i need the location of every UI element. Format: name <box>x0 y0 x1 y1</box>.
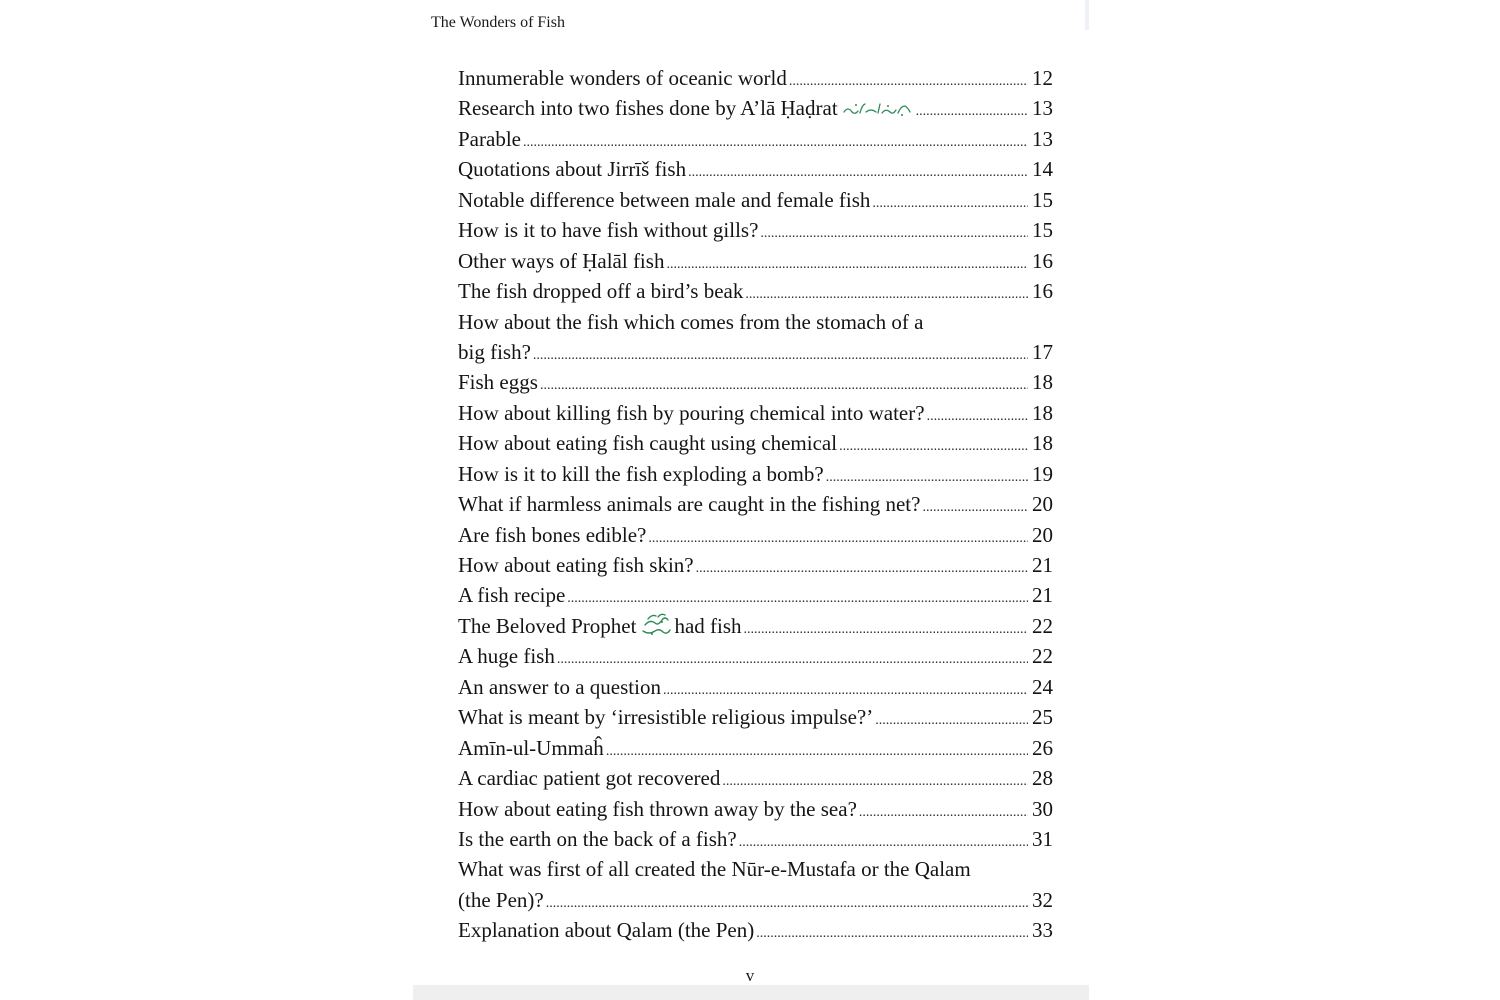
toc-entry-title <box>458 93 914 125</box>
toc-entry-title <box>458 824 737 854</box>
toc-entry <box>458 93 1053 123</box>
toc-entry <box>458 63 1053 93</box>
toc-entry <box>458 215 1053 245</box>
dot-leader <box>872 189 1028 219</box>
toc-entry-title-text: How about killing fish by pouring chemical into water? <box>458 400 925 425</box>
toc-entry-title-text: The Beloved Prophet <box>458 613 637 638</box>
toc-entry-page-number: 25 <box>1032 705 1053 730</box>
toc-entry-page-number: 14 <box>1032 157 1053 182</box>
toc-entry-page-number: 20 <box>1032 492 1053 517</box>
toc-entry-page-number: 20 <box>1032 522 1053 547</box>
dot-leader <box>756 919 1028 949</box>
toc-entry-title-text: Research into two fishes done by A’lā Ḥaḍrat <box>458 96 838 121</box>
toc-entry-title <box>458 398 925 428</box>
toc-entry-title-text: Parable <box>458 126 521 151</box>
toc-entry <box>458 398 1053 428</box>
toc-entry-title-text: How about eating fish skin? <box>458 553 694 577</box>
toc-entry-title <box>458 611 742 645</box>
dot-leader <box>927 402 1028 432</box>
toc-entry-title <box>458 489 920 519</box>
page-edge <box>1085 0 1089 30</box>
toc-entry-page-number: 26 <box>1032 735 1053 760</box>
toc-entry-title-text: The fish dropped off a bird’s beak <box>458 279 744 304</box>
toc-entry-title <box>458 672 661 702</box>
toc-entry <box>458 154 1053 184</box>
toc-entry-page-number: 22 <box>1032 644 1053 669</box>
toc-entry-title <box>458 702 873 732</box>
toc-entry-title-text: Explanation about Qalam (the Pen) <box>458 918 755 943</box>
toc-entry <box>458 702 1053 732</box>
toc-entry <box>458 580 1053 610</box>
toc-entry-title <box>458 915 754 945</box>
dot-leader <box>922 493 1028 523</box>
toc-entry-title <box>458 580 565 610</box>
toc-entry <box>458 611 1053 641</box>
running-header: The Wonders of Fish <box>431 14 565 31</box>
dot-leader <box>839 432 1028 462</box>
page-bottom-shade <box>413 985 1089 1000</box>
sallallahu-alayhi-wasallam-calligraphy-icon <box>640 611 672 645</box>
toc-entry-title <box>458 641 555 671</box>
toc-entry-title <box>458 550 694 580</box>
toc-entry <box>458 915 1053 945</box>
toc-entry <box>458 520 1053 550</box>
toc-entry <box>458 185 1053 215</box>
toc-entry-title-text: A huge fish <box>458 644 555 669</box>
toc-entry-page-number: 31 <box>1032 826 1053 851</box>
page-folio: v <box>745 966 755 985</box>
toc-entry-page-number: 21 <box>1032 553 1053 577</box>
toc-entry-title <box>458 185 870 215</box>
toc-entry-title-text: How is it to have fish without gills? <box>458 218 759 243</box>
toc-entry-title <box>458 733 604 763</box>
toc-entry-page-number: 16 <box>1032 248 1053 273</box>
toc-entry-title-text: Other ways of Ḥalāl fish <box>458 248 665 273</box>
toc-entry <box>458 428 1053 458</box>
toc-entry-page-number: 22 <box>1032 613 1053 638</box>
dot-leader <box>648 524 1028 554</box>
toc-entry-page-number: 15 <box>1032 187 1053 212</box>
toc-entry-title-text: Quotations about Jirrīš fish <box>458 157 687 182</box>
toc-entry-page-number: 13 <box>1032 96 1053 121</box>
toc-entry-page-number: 17 <box>1032 339 1053 364</box>
toc-entry-title-text: Notable difference between male and female fish <box>458 187 871 212</box>
toc-entry-title-text: How is it to kill the fish exploding a bomb? <box>458 461 824 486</box>
table-of-contents <box>458 63 1053 946</box>
toc-entry-page-number: 13 <box>1032 126 1053 151</box>
toc-entry <box>458 672 1053 702</box>
toc-entry-title-text: Are fish bones edible? <box>458 522 647 547</box>
toc-entry-title: What was first of all created the Nūr-e-Mustafa or the Qalam <box>458 857 971 882</box>
toc-entry-title <box>458 215 758 245</box>
toc-entry-line-wrapped <box>458 307 1053 337</box>
toc-entry-line-wrapped <box>458 854 1053 884</box>
toc-entry-page-number: 32 <box>1032 887 1053 912</box>
toc-entry-title <box>458 763 720 793</box>
toc-entry-page-number: 21 <box>1032 583 1053 608</box>
toc-entry-title-after: had fish <box>674 613 742 638</box>
toc-entry-page-number: 19 <box>1032 461 1053 486</box>
toc-entry <box>458 337 1053 367</box>
toc-entry-title: How about the fish which comes from the stomach of a <box>458 309 924 334</box>
toc-entry <box>458 367 1053 397</box>
toc-entry-title-text: What is meant by ‘irresistible religious impulse?’ <box>458 705 874 730</box>
toc-entry <box>458 459 1053 489</box>
toc-entry-title-text: Fish eggs <box>458 370 538 395</box>
toc-entry-page-number: 18 <box>1032 370 1053 395</box>
dot-leader <box>875 706 1028 736</box>
toc-entry <box>458 763 1053 793</box>
toc-entry-title <box>458 276 743 306</box>
toc-entry-title-text: Is the earth on the back of a fish? <box>458 826 737 851</box>
toc-entry-title-text: What if harmless animals are caught in the fishing net? <box>458 492 921 517</box>
toc-entry-title <box>458 794 857 824</box>
toc-entry-title-text: Amīn-ul-Ummaĥ <box>458 735 604 760</box>
toc-entry <box>458 489 1053 519</box>
dot-leader <box>760 219 1028 249</box>
toc-entry <box>458 124 1053 154</box>
dot-leader <box>696 554 1028 584</box>
toc-entry-title-text: How about eating fish thrown away by the sea? <box>458 796 857 821</box>
toc-entry <box>458 824 1053 854</box>
toc-entry-page-number: 18 <box>1032 400 1053 425</box>
toc-entry-page-number: 24 <box>1032 674 1053 699</box>
toc-entry-title <box>458 124 521 154</box>
toc-entry-title-continued: big fish? <box>458 339 531 364</box>
toc-entry-title <box>458 428 837 458</box>
toc-entry-title-text: How about eating fish caught using chemical <box>458 431 838 456</box>
toc-entry <box>458 246 1053 276</box>
toc-entry-title-text: A cardiac patient got recovered <box>458 766 721 791</box>
toc-entry-title <box>458 154 686 184</box>
toc-entry-title-continued: (the Pen)? <box>458 887 544 912</box>
dot-leader <box>744 615 1028 645</box>
toc-entry-page-number: 12 <box>1032 66 1053 90</box>
toc-entry-title-text: A fish recipe <box>458 583 566 608</box>
toc-entry <box>458 733 1053 763</box>
toc-entry-page-number: 28 <box>1032 766 1053 791</box>
toc-entry-page-number: 33 <box>1032 918 1053 943</box>
toc-entry-page-number: 18 <box>1032 431 1053 456</box>
toc-entry <box>458 885 1053 915</box>
toc-entry <box>458 276 1053 306</box>
toc-entry-title-text: An answer to a question <box>458 674 661 699</box>
toc-entry-page-number: 15 <box>1032 218 1053 243</box>
dot-leader <box>916 97 1028 127</box>
dot-leader <box>859 798 1028 828</box>
toc-entry-page-number: 30 <box>1032 796 1053 821</box>
toc-entry-title <box>458 520 646 550</box>
toc-entry <box>458 794 1053 824</box>
toc-entry-page-number: 16 <box>1032 279 1053 304</box>
toc-entry-title <box>458 459 824 489</box>
toc-entry-title-text: Innumerable wonders of oceanic world <box>458 66 787 90</box>
toc-entry-title <box>458 367 538 397</box>
toc-entry-title <box>458 63 787 93</box>
rahmatullah-alayh-calligraphy-icon <box>842 95 912 125</box>
toc-entry <box>458 641 1053 671</box>
dot-leader <box>533 341 1028 371</box>
toc-entry-title <box>458 246 664 276</box>
toc-entry <box>458 550 1053 580</box>
